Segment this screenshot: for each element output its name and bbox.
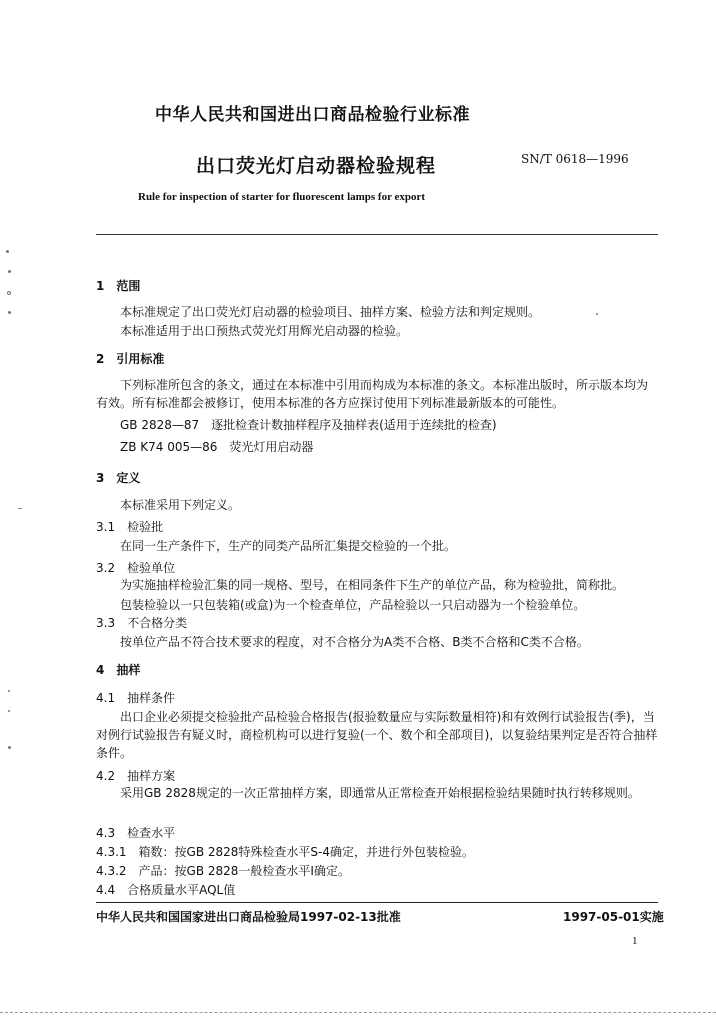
clause-4-2-text: 采用GB 2828规定的一次正常抽样方案，即通常从正常检查开始根据检验结果随时执行转移规则。 [120, 786, 640, 800]
top-divider [96, 234, 658, 235]
clause-4-1-heading: 4.1 抽样条件 [96, 691, 176, 705]
definition-3-1-text: 在同一生产条件下，生产的同类产品所汇集提交检验的一个批。 [120, 539, 457, 553]
clause-4-3-1: 4.3.1 箱数：按GB 2828特殊检查水平S-4确定，并进行外包装检验。 [96, 845, 475, 859]
approval-line: 中华人民共和国国家进出口商品检验局1997-02-13批准 [96, 910, 401, 924]
bottom-divider [96, 902, 658, 903]
scan-speck [596, 313, 598, 315]
scan-edge-line [0, 1012, 716, 1013]
definition-3-3-heading: 3.3 不合格分类 [96, 616, 188, 630]
clause-4-2-heading: 4.2 抽样方案 [96, 769, 176, 783]
section-1-para-1: 本标准规定了出口荧光灯启动器的检验项目、抽样方案、检验方法和判定规则。 [120, 305, 541, 319]
definition-3-2-text-2: 包装检验以一只包装箱(或盒)为一个检查单位，产品检验以一只启动器为一个检验单位。 [120, 598, 586, 612]
reference-gb2828: GB 2828—87 逐批检查计数抽样程序及抽样表(适用于连续批的检查) [120, 418, 497, 432]
scan-speck [7, 291, 11, 295]
definition-3-1-heading: 3.1 检验批 [96, 520, 164, 534]
clause-4-1-text: 出口企业必须提交检验批产品检验合格报告(报验数量应与实际数量相符)和有效例行试验报告(季)，当对例行试验报告有疑义时，商检机构可以进行复验(一个、数个和全部项目)，以复验结果判定是否符合抽样条件。 [96, 710, 658, 760]
page-number: 1 [632, 935, 638, 947]
scan-speck [8, 746, 11, 749]
scan-speck [18, 508, 22, 509]
section-2-para-1: 下列标准所包含的条文，通过在本标准中引用而构成为本标准的条文。本标准出版时，所示版本均为有效。所有标准都会被修订，使用本标准的各方应探讨使用下列标准最新版本的可能性。 [96, 378, 649, 410]
clause-4-4-heading: 4.4 合格质量水平AQL值 [96, 883, 236, 897]
section-1-heading: 1 范围 [96, 279, 141, 293]
section-4-heading: 4 抽样 [96, 663, 141, 677]
document-title: 出口荧光灯启动器检验规程 [196, 155, 437, 177]
definition-3-2-heading: 3.2 检验单位 [96, 561, 176, 575]
scan-speck [8, 311, 11, 314]
clause-4-3-2: 4.3.2 产品：按GB 2828一般检查水平Ⅰ确定。 [96, 864, 350, 878]
reference-zbk74: ZB K74 005—86 荧光灯用启动器 [120, 440, 314, 454]
scan-speck [8, 270, 11, 273]
issuer-title: 中华人民共和国进出口商品检验行业标准 [155, 105, 470, 125]
section-3-para-1: 本标准采用下列定义。 [120, 498, 241, 512]
standard-code: SN/T 0618—1996 [521, 152, 629, 166]
definition-3-2-text-1: 为实施抽样检验汇集的同一规格、型号，在相同条件下生产的单位产品，称为检验批，简称批。 [120, 578, 625, 592]
section-3-heading: 3 定义 [96, 471, 141, 485]
scan-speck [6, 250, 9, 253]
clause-4-3-heading: 4.3 检查水平 [96, 826, 176, 840]
section-1-para-2: 本标准适用于出口预热式荧光灯用辉光启动器的检验。 [120, 324, 409, 338]
scan-speck [8, 710, 10, 712]
scan-speck [8, 690, 10, 692]
english-title: Rule for inspection of starter for fluorescent lamps for export [138, 191, 426, 203]
section-2-heading: 2 引用标准 [96, 352, 165, 366]
effective-date: 1997-05-01实施 [563, 910, 664, 924]
definition-3-3-text: 按单位产品不符合技术要求的程度，对不合格分为A类不合格、B类不合格和C类不合格。 [120, 635, 589, 649]
